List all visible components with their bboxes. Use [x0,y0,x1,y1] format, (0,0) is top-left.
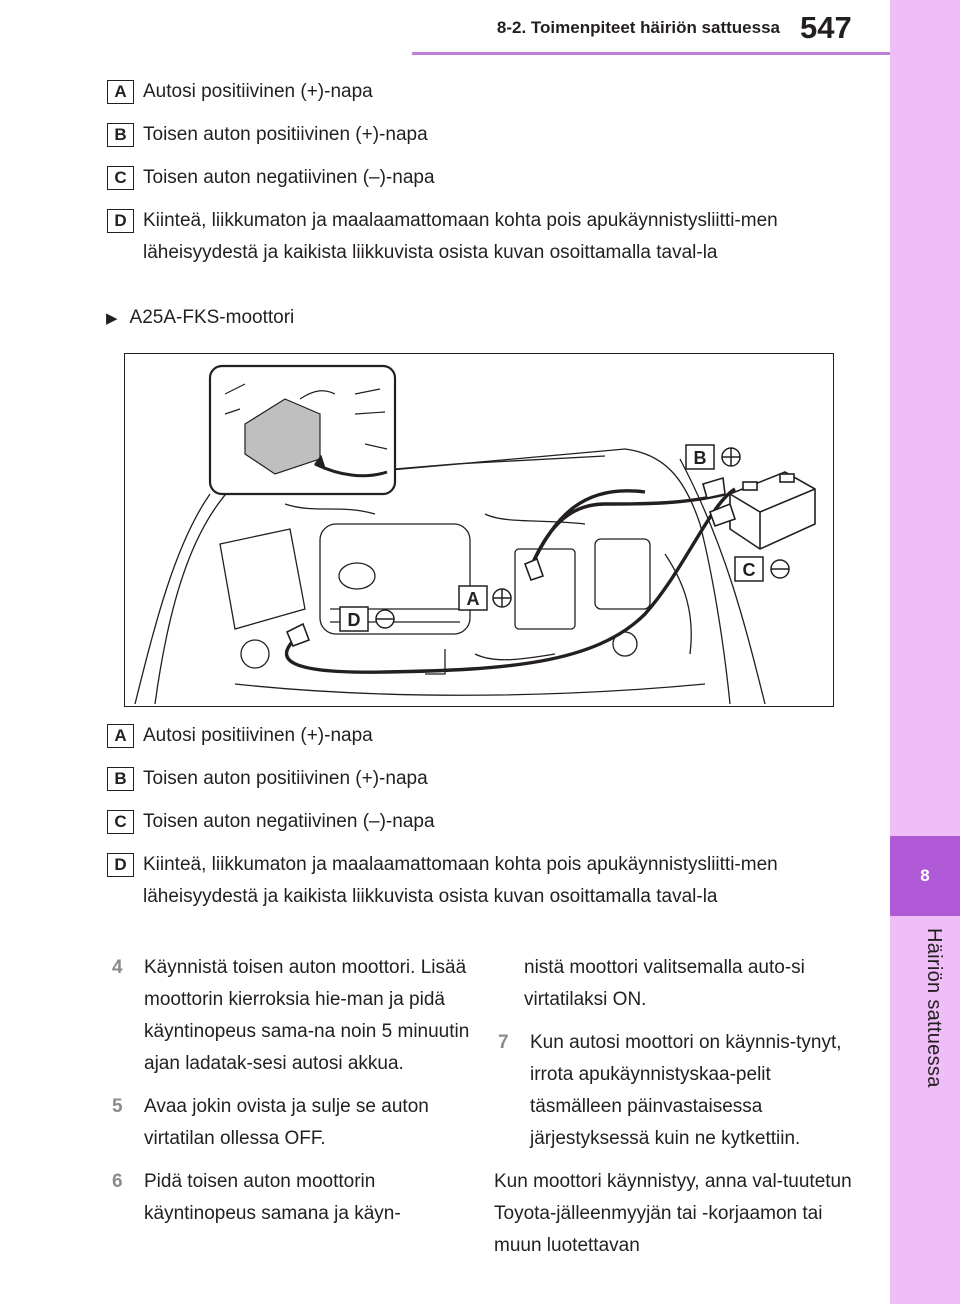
legend-letter-d: D [107,209,134,233]
engine-bay-illustration [124,353,834,707]
other-battery-icon [730,472,815,549]
legend-letter-c: C [107,810,134,834]
legend-letter-d: D [107,853,134,877]
legend-item [100,162,860,194]
step-item [108,1091,470,1155]
radiator-support [235,684,705,695]
steps-right-column [494,952,854,1262]
legend-item [100,849,860,913]
legend-text: Kiinteä, liikkumaton ja maalaamattomaan kohta pois apukäynnistysliitti-men läheisyydestä ja kaikista liikkuvista osista kuvan osoittamalla taval-la [143,210,778,263]
legend-letter-b: B [107,767,134,791]
legend-letter-c: C [107,166,134,190]
step-number: 6 [112,1171,123,1192]
engine-bay-drawing [125,354,833,706]
chapter-label: Häiriön sattuessa [923,928,945,1088]
engine-heading [106,303,294,334]
legend-item [100,76,860,108]
engine-battery [515,549,575,629]
positive-cable-outer [530,494,725,569]
fender-left [135,494,210,704]
chapter-number: 8 [890,836,960,916]
figure-callouts [340,445,789,631]
legend-text: Toisen auton positiivinen (+)-napa [143,768,428,789]
step-item [108,1166,470,1230]
step-text: Kun autosi moottori on käynnis-tynyt, irrota apukäynnistyskaa-pelit täsmälleen päinvastaisessa järjestyksessä kuin ne kytkettiin. [530,1032,842,1149]
legend-item [100,119,860,151]
legend-text: Autosi positiivinen (+)-napa [143,81,373,102]
legend-letter-a: A [107,724,134,748]
legend-text: Toisen auton negatiivinen (–)-napa [143,167,435,188]
callout-a: A [466,589,480,609]
legend-text: Toisen auton positiivinen (+)-napa [143,124,428,145]
fuse-box [595,539,650,609]
step-item [494,1027,854,1155]
legend-item [100,205,860,269]
step-number: 7 [498,1032,509,1053]
header-rule [412,52,890,55]
step-item [108,952,470,1080]
section-title: 8-2. Toimenpiteet häiriön sattuessa [496,18,780,37]
closing-paragraph: Kun moottori käynnistyy, anna val-tuutetun Toyota-jälleenmyyjän tai -korjaamon tai muun luotettavan [494,1171,852,1256]
legend-top [100,76,860,280]
callout-d: D [347,610,361,630]
legend-letter-b: B [107,123,134,147]
engine-heading-text: A25A-FKS-moottori [129,307,295,328]
negative-cable [287,489,735,672]
legend-bottom [100,720,860,924]
step-continuation: nistä moottori valitsemalla auto-si virtatilaksi ON. [524,957,805,1010]
callout-b: B [693,448,707,468]
step-number: 4 [112,957,123,978]
reservoir-cap [241,640,269,668]
steps-left-column [108,952,470,1241]
legend-item [100,720,860,752]
step-text: Pidä toisen auton moottorin käyntinopeus samana ja käyn- [144,1171,401,1224]
legend-letter-a: A [107,80,134,104]
legend-text: Kiinteä, liikkumaton ja maalaamattomaan kohta pois apukäynnistysliitti-men läheisyydestä ja kaikista liikkuvista osista kuvan osoittamalla taval-la [143,854,778,907]
legend-item [100,806,860,838]
callout-c: C [742,560,756,580]
legend-item [100,763,860,795]
page-number: 547 [800,10,852,45]
step-text: Käynnistä toisen auton moottori. Lisää moottorin kierroksia hie-man ja pidä käyntinopeus sama-na noin 5 minuutin ajan ladatak-sesi autosi akkua. [144,957,470,1074]
oil-cap [339,563,375,589]
jumper-cables [287,489,735,672]
triangle-bullet-icon: ▶ [106,310,118,327]
step-number: 5 [112,1096,123,1117]
step-text: Avaa jokin ovista ja sulje se auton virtatilan ollessa OFF. [144,1096,429,1149]
air-box [220,529,305,629]
legend-text: Autosi positiivinen (+)-napa [143,725,373,746]
legend-text: Toisen auton negatiivinen (–)-napa [143,811,435,832]
